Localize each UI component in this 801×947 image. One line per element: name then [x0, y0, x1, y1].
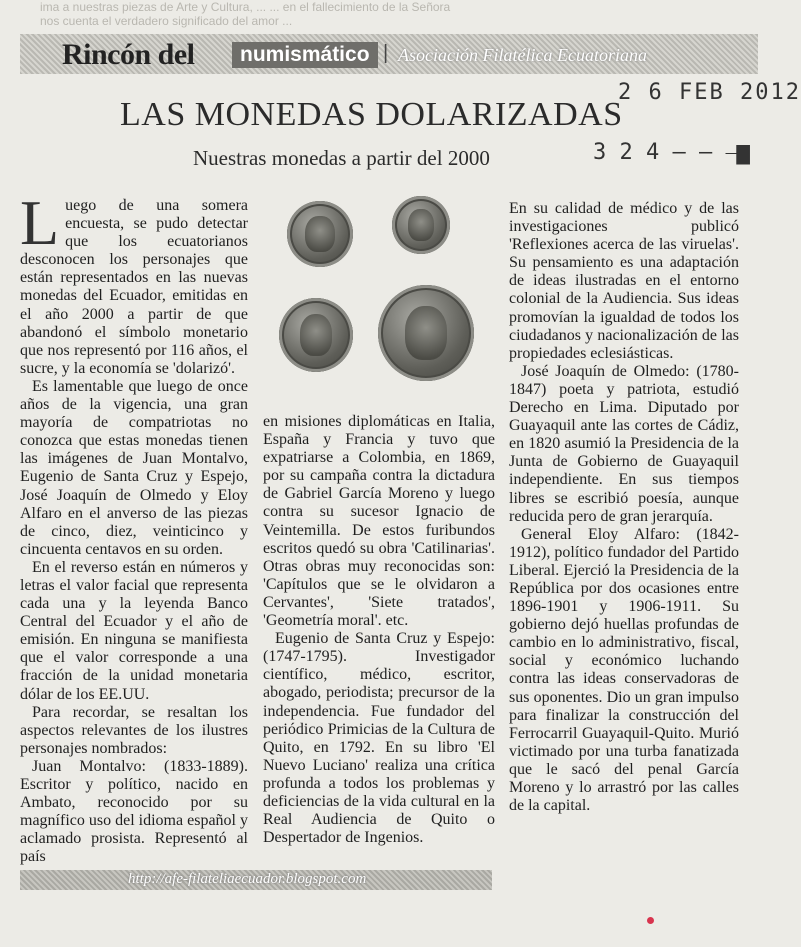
section-tag: numismático [232, 42, 378, 68]
scan-mark [647, 917, 654, 924]
article-column-2 [263, 413, 495, 847]
paragraph: Eugenio de Santa Cruz y Espejo: (1747-1795). Investigador científico, médico, escritor, abogado, periodista; precursor de la independencia. Fue fundador del periódico Primicias de la Cultura de Quito, en 1792. En su libro 'El Nuevo Luciano' realiza una crítica profunda a todos los problemas y deficiencias de la vida cultural en la Real Audiencia de Quito o Despertador de Ingenios. [263, 630, 495, 847]
coin-image [392, 196, 450, 254]
paragraph: En su calidad de médico y de las investigaciones publicó 'Reflexiones acerca de las viruelas'. Su pensamiento es una adaptación de ideas ilustradas en el entorno colonial de la Audiencia. Sus ideas promovían la igualdad de todos los ciudadanos y nacionalización de las propiedades eclesiásticas. [509, 200, 739, 362]
section-brand: Rincón del [62, 38, 195, 71]
paragraph: En el reverso están en números y letras el valor facial que representa cada una y la leyenda Banco Central del Ecuador y el año de emisión. En ninguna se manifiesta que el valor corresponde a una fracción de la unidad monetaria dólar de los EE.UU. [20, 558, 248, 703]
bleed-through-text: nos cuenta el verdadero significado del amor ... [40, 14, 293, 28]
paragraph: Juan Montalvo: (1833-1889). Escritor y político, nacido en Ambato, reconocido por su magnífico uso del idioma español y aclamado prosista. Representó al país [20, 757, 248, 866]
paragraph: General Eloy Alfaro: (1842-1912), político fundador del Partido Liberal. Ejerció la Presidencia de la República por dos ocasiones entre 1896-1901 y 1906-1911. Su gobierno dejó huellas profundas de cambio en lo administrativo, fiscal, social y económico luchando contra las ideas conservadoras de sus oponentes. Dio un gran impulso para finalizar la construcción del Ferrocarril Guayaquil-Quito. Murió victimado por una turba fanatizada que le sacó del penal García Moreno y lo arrastró por las calles de la capital. [509, 525, 739, 815]
bleed-through-text: ima a nuestras piezas de Arte y Cultura, ... ... en el fallecimiento de la Señora [40, 0, 451, 14]
coin-image [378, 285, 474, 381]
paragraph: Luego de una somera encuesta, se pudo detectar que los ecuatorianos desconocen los personajes que están representados en las nuevas monedas del Ecuador, emitidas en el año 2000 a partir de que abandonó el símbolo monetario que nos representó por 116 años, el sucre, y la economía se 'dolarizó'. [20, 187, 248, 377]
paragraph: Es lamentable que luego de once años de la vigencia, una gran mayoría de compatriotas no conozca que estas monedas tienen las imágenes de Juan Montalvo, Eugenio de Santa Cruz y Espejo, José Joaquín de Olmedo y Eloy Alfaro en el anverso de las piezas de cinco, diez, veinticinco y cincuenta centavos en su orden. [20, 377, 248, 558]
drop-cap: L [20, 187, 60, 258]
article-column-1 [20, 187, 248, 866]
number-stamp: 3 2 4 — — ⎯▆ [593, 140, 750, 165]
coin-image [279, 298, 353, 372]
organization-name: Asociación Filatélica Ecuatoriana [398, 45, 647, 65]
date-stamp: 2 6 FEB 2012 [618, 80, 801, 105]
paragraph: José Joaquín de Olmedo: (1780-1847) poeta y patriota, estudió Derecho en Lima. Diputado por Guayaquil ante las cortes de Cádiz, en 1820 asumió la Presidencia de la Junta de Gobierno de Guayaquil independiente. En sus tiempos libres se escribió poesía, aunque reducida pero de gran jerarquía. [509, 362, 739, 525]
coin-image [287, 201, 353, 267]
article-column-3 [509, 200, 739, 815]
paragraph: Para recordar, se resaltan los aspectos relevantes de los ilustres personajes nombrados: [20, 703, 248, 757]
article-title: LAS MONEDAS DOLARIZADAS [120, 96, 623, 133]
header-separator: | [383, 42, 389, 64]
paragraph: en misiones diplomáticas en Italia, España y Francia y tuvo que expatriarse a Colombia, en 1869, por su campaña contra la dictadura de Gabriel García Moreno y luego contra su sucesor Ignacio de Veintemilla. De estos furibundos escritos quedó su obra 'Catilinarias'. Otras obras muy reconocidas son: 'Capítulos que se le olvidaron a Cervantes', 'Siete tratados', 'Geometría moral'. etc. [263, 413, 495, 630]
article-subtitle: Nuestras monedas a partir del 2000 [193, 146, 490, 170]
footer-url[interactable]: http://afe-filateliaecuador.blogspot.com [128, 871, 367, 887]
